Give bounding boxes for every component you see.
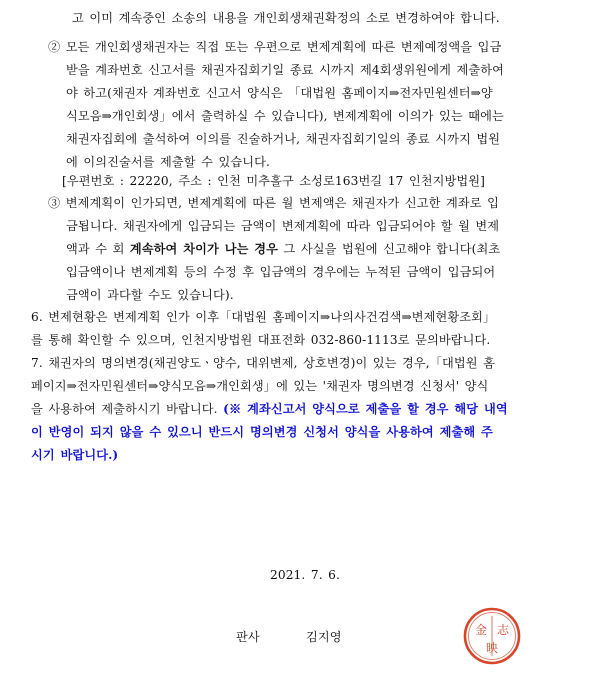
blue-notice: (※ 계좌신고서 양식으로 제출을 할 경우 해당 내역 xyxy=(223,402,508,416)
judge-title: 판사 xyxy=(236,630,260,644)
document-date: 2021. 7. 6. xyxy=(270,568,340,582)
judge-seal-icon xyxy=(462,606,522,666)
text-line: 7. 채권자의 명의변경(채권양도ㆍ양수, 대위변제, 상호변경)이 있는 경우,「대법원 홈 xyxy=(31,356,496,370)
text-line: 금액이 과다할 수도 있습니다). xyxy=(66,288,234,302)
address-line: [우편번호 : 22220, 주소 : 인천 미추홀구 소성로163번길 17 인천지방법원] xyxy=(62,174,485,188)
svg-text:映: 映 xyxy=(485,641,499,655)
text-line: 채권자집회에 출석하여 이의를 진술하거나, 채권자집회기일의 종료 시까지 법원 xyxy=(66,132,501,146)
text-line: 입금액이나 변제계획 등의 수정 후 입금액의 경우에는 누적된 금액이 입금되어 xyxy=(66,265,496,279)
blue-notice: 이 반영이 되지 않을 수 있으니 반드시 명의변경 신청서 양식을 사용하여 제출해 주 xyxy=(31,425,493,439)
blue-notice: 시기 바랍니다.) xyxy=(31,448,119,462)
text-line: 를 통해 확인할 수 있으며, 인천지방법원 대표전화 032-860-1113로 문의바랍니다. xyxy=(31,333,491,347)
text-line xyxy=(66,238,500,261)
text-line: 페이지⇒전자민원센터⇒양식모음⇒개인회생」에 있는 '채권자 명의변경 신청서' 양식 xyxy=(31,379,489,393)
svg-text:金: 金 xyxy=(474,623,488,637)
text-line: 고 이미 계속중인 소송의 내용을 개인회생채권확정의 소로 변경하여야 합니다. xyxy=(72,11,500,25)
text-line: ③ 변제계획이 인가되면, 변제계획에 따른 월 변제액은 채권자가 신고한 계좌로 입 xyxy=(48,196,499,210)
judge-name: 김지영 xyxy=(306,630,342,644)
text-segment: 그 사실을 법원에 신고해야 합니다(최초 xyxy=(278,242,501,256)
text-line xyxy=(31,398,508,421)
bold-emphasis: 계속하여 차이가 나는 경우 xyxy=(129,242,279,256)
svg-text:志: 志 xyxy=(496,623,510,637)
text-line: 에 이의진술서를 제출할 수 있습니다. xyxy=(66,155,270,169)
text-line: 야 하고(채권자 계좌번호 신고서 양식은 「대법원 홈페이지⇒전자민원센터⇒양 xyxy=(66,86,493,100)
text-line: 식모음⇒개인회생」에서 출력하실 수 있습니다), 변제계획에 이의가 있는 때에는 xyxy=(66,109,504,123)
text-line: 받을 계좌번호 신고서를 채권자집회기일 종료 시까지 제4회생위원에게 제출하여 xyxy=(66,63,504,77)
text-line: 6. 변제현황은 변제계획 인가 이후「대법원 홈페이지⇒나의사건검색⇒변제현황조회」 xyxy=(31,310,496,324)
text-line: 금됩니다. 채권자에게 입금되는 금액이 변제계획에 따라 입금되어야 할 월 변제 xyxy=(66,219,500,233)
text-segment: 액과 수 회 xyxy=(66,242,130,256)
text-segment: 을 사용하여 제출하시기 바랍니다. xyxy=(31,402,224,416)
text-line: ② 모든 개인회생채권자는 직접 또는 우편으로 변제계획에 따른 변제예정액을 입금 xyxy=(48,40,502,54)
